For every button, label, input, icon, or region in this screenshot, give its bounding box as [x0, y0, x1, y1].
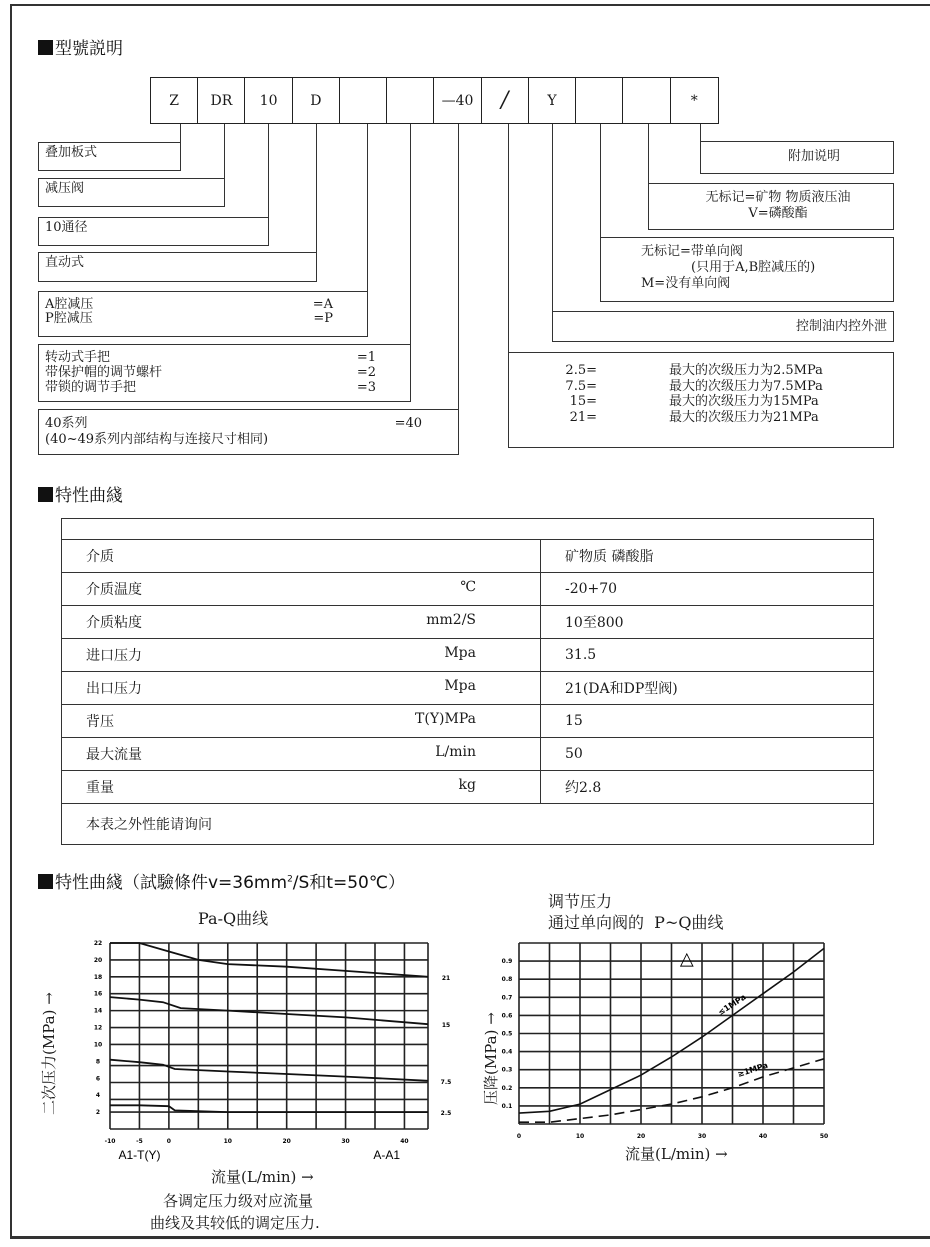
- x-tick-label: 40: [400, 1138, 409, 1145]
- table-row: [62, 672, 874, 705]
- pressure-desc: 最大的次级压力为7.5MPa: [669, 378, 823, 394]
- code-cell: 10: [245, 78, 292, 123]
- bullet-square-icon: [38, 874, 53, 889]
- y-tick-label: 0.7: [501, 994, 513, 1002]
- y-tick-label: 10: [93, 1041, 103, 1049]
- section-title-model: [38, 34, 123, 59]
- box-text: 转动式手把: [45, 350, 111, 365]
- pressure-level-row: [515, 410, 887, 426]
- x-tick-label: 50: [819, 1133, 829, 1140]
- code-box-check-valve: [600, 237, 894, 302]
- code-cell: —40: [434, 78, 481, 123]
- y-tick-label: 0.2: [501, 1084, 513, 1092]
- chart1-xlabel: 流量(L/min) →: [211, 1168, 314, 1186]
- region-label-right: A-A1: [373, 1148, 401, 1162]
- y-tick-label: 0.9: [501, 958, 513, 966]
- chart1-ylabel-text: 二次压力(MPa) →: [40, 992, 58, 1115]
- param-unit: Mpa: [444, 678, 476, 694]
- series-label: 21: [441, 974, 451, 982]
- region-label-left: A1-T(Y): [118, 1148, 161, 1162]
- connector-line: [458, 124, 459, 409]
- x-tick-label: 20: [636, 1133, 646, 1140]
- section-title-text: 型號説明: [55, 39, 123, 59]
- y-tick-label: 0.6: [501, 1012, 513, 1020]
- code-box-reducing-valve: [38, 178, 225, 207]
- table-footer-row: [62, 804, 874, 845]
- param-cell: [62, 672, 541, 705]
- param-unit: mm2/S: [426, 612, 476, 628]
- y-tick-label: 8: [95, 1058, 101, 1066]
- box-text: 无标记=矿物 物质液压油: [705, 190, 851, 205]
- pressure-code: 21=: [569, 409, 597, 425]
- section-title-text: 特性曲綫（試驗條件v=36mm: [55, 873, 288, 893]
- chart2-xlabel: 流量(L/min) →: [625, 1145, 728, 1163]
- param-value: 10至800: [541, 606, 874, 639]
- connector-line: [700, 124, 701, 141]
- box-text: 带锁的调节手把: [45, 380, 137, 395]
- table-row: [62, 738, 874, 771]
- code-box-adjust: [38, 344, 411, 402]
- param-cell: [62, 639, 541, 672]
- param-value: 50: [541, 738, 874, 771]
- box-text: A腔减压: [45, 297, 94, 312]
- param-value: -20+70: [541, 573, 874, 606]
- connector-line: [224, 124, 225, 178]
- param-cell: [62, 573, 541, 606]
- box-code: =2: [356, 365, 376, 380]
- section-title-curves: [38, 868, 405, 893]
- y-tick-label: 22: [93, 940, 103, 947]
- chart1-svg: [80, 935, 460, 1165]
- y-tick-label: 18: [93, 973, 103, 981]
- y-tick-label: 0.1: [501, 1102, 513, 1110]
- box-text: M=没有单向阀: [641, 276, 731, 291]
- x-tick-label: 30: [697, 1133, 707, 1140]
- x-tick-label: 10: [575, 1133, 585, 1140]
- y-tick-label: 2: [95, 1109, 101, 1117]
- pressure-code: 2.5=: [565, 363, 597, 378]
- code-cell: D: [293, 78, 340, 123]
- y-tick-label: 16: [93, 990, 103, 998]
- code-box-series: [38, 409, 459, 455]
- box-text: 附加说明: [787, 149, 840, 164]
- x-tick-label: 0: [516, 1133, 522, 1140]
- code-cell: [576, 78, 623, 123]
- table-row: [62, 606, 874, 639]
- x-tick-label: 10: [223, 1138, 232, 1145]
- box-text: (只用于A,B腔减压的): [691, 260, 816, 275]
- connector-line: [600, 124, 601, 237]
- chart1-title: Pa-Q曲线: [198, 909, 269, 928]
- x-tick-label: 0: [166, 1138, 171, 1145]
- chart2-title-line2: 通过单向阀的 P~Q曲线: [548, 913, 724, 932]
- box-code: =P: [313, 311, 333, 326]
- param-label: 最大流量: [86, 747, 142, 763]
- code-cell: /: [482, 78, 529, 123]
- param-value: 约2.8: [541, 771, 874, 804]
- y-tick-label: 0.3: [501, 1066, 513, 1074]
- code-cell: [387, 78, 434, 123]
- model-code-bar: [150, 77, 719, 124]
- connector-line: [268, 124, 269, 218]
- param-cell: [62, 771, 541, 804]
- chart1-caption-line2: 曲线及其较低的调定压力.: [150, 1214, 320, 1232]
- connector-line: [552, 124, 553, 311]
- pressure-level-row: [515, 363, 887, 379]
- param-label: 介质粘度: [86, 615, 142, 631]
- param-unit: Mpa: [444, 645, 476, 661]
- box-text: 减压阀: [45, 181, 85, 196]
- code-box-additional: [700, 141, 894, 174]
- series-line-7.5: [110, 1060, 428, 1081]
- section-title-text: 特性曲綫: [55, 486, 123, 506]
- table-footer-note: 本表之外性能请询问: [62, 804, 874, 845]
- bullet-square-icon: [38, 487, 53, 502]
- box-text: 无标记=带单向阀: [641, 244, 743, 259]
- x-tick-label: 30: [341, 1138, 350, 1145]
- code-cell: *: [690, 92, 698, 109]
- x-tick-label: -5: [136, 1138, 143, 1145]
- y-tick-label: 14: [93, 1007, 103, 1015]
- box-code: =A: [312, 297, 333, 312]
- box-code: =1: [356, 350, 376, 365]
- box-text: 叠加板式: [45, 145, 98, 160]
- y-tick-label: 0.8: [501, 976, 513, 984]
- y-tick-label: 6: [95, 1075, 101, 1083]
- series-label: 2.5: [440, 1110, 452, 1118]
- chart2-title: [548, 891, 723, 933]
- pressure-desc: 最大的次级压力为2.5MPa: [669, 363, 823, 378]
- bullet-square-icon: [38, 40, 53, 55]
- series-label: 7.5: [440, 1078, 452, 1086]
- chart1-caption-line1: 各调定压力级对应流量: [163, 1192, 314, 1210]
- pressure-level-row: [515, 394, 887, 410]
- param-unit: kg: [458, 777, 476, 793]
- param-label: 重量: [86, 780, 114, 796]
- code-box-direct: [38, 252, 317, 282]
- x-tick-label: -10: [104, 1138, 116, 1145]
- table-row: [62, 771, 874, 804]
- box-text: P腔减压: [45, 311, 93, 326]
- y-tick-label: 0.5: [501, 1030, 513, 1038]
- box-text: V=磷酸酯: [748, 206, 808, 221]
- box-text: 控制油内控外泄: [795, 319, 887, 334]
- connector-line: [508, 124, 509, 352]
- param-label: 进口压力: [86, 648, 142, 664]
- blank-cell: [62, 519, 874, 540]
- param-unit: L/min: [435, 744, 476, 760]
- connector-line: [367, 124, 368, 292]
- series-line-2.5: [110, 1105, 428, 1112]
- box-text: 直动式: [45, 255, 85, 270]
- table-header-blank: [62, 519, 874, 540]
- chart2-ylabel: 压降(MPa) →: [482, 1012, 500, 1105]
- section-title-tail: /S和t=50℃）: [292, 873, 405, 893]
- code-box-control-oil: [552, 311, 894, 342]
- x-tick-label: 20: [282, 1138, 291, 1145]
- param-value: 矿物质 磷酸脂: [541, 540, 874, 573]
- code-box-plate: [38, 142, 181, 171]
- table-row: [62, 540, 874, 573]
- param-cell: [62, 540, 541, 573]
- code-cell: DR: [198, 78, 245, 123]
- series-label: ≤1MPa: [716, 992, 748, 1018]
- box-code: =40: [394, 416, 422, 431]
- param-label: 介质温度: [86, 582, 142, 598]
- series-label: 15: [441, 1022, 451, 1030]
- pressure-code: 7.5=: [565, 378, 597, 394]
- superscript: 2: [287, 874, 293, 885]
- box-code: =3: [356, 380, 376, 395]
- code-cell: [340, 78, 387, 123]
- param-value: 21(DA和DP型阀): [541, 672, 874, 705]
- code-cell: Z: [151, 78, 198, 123]
- param-label: 出口压力: [86, 681, 142, 697]
- x-tick-label: 40: [758, 1133, 768, 1140]
- code-box-pressure-levels: [508, 352, 894, 448]
- y-tick-label: 12: [93, 1024, 103, 1032]
- code-box-size: [38, 217, 269, 246]
- param-cell: [62, 738, 541, 771]
- connector-line: [410, 124, 411, 344]
- param-value: 31.5: [541, 639, 874, 672]
- code-box-port: [38, 291, 368, 337]
- param-cell: [62, 606, 541, 639]
- box-text: 10通径: [45, 220, 88, 235]
- param-label: 介质: [86, 549, 114, 565]
- connector-line: [180, 124, 181, 142]
- code-box-fluid: [648, 183, 894, 230]
- table-row: [62, 573, 874, 606]
- param-value: 15: [541, 705, 874, 738]
- param-unit: T(Y)MPa: [415, 711, 476, 727]
- box-text: 40系列: [45, 416, 88, 431]
- param-unit: ℃: [460, 579, 476, 595]
- series-label: ≥1MPa: [736, 1060, 769, 1079]
- param-label: 背压: [86, 714, 114, 730]
- spec-table: [61, 518, 874, 845]
- table-row: [62, 705, 874, 738]
- pressure-desc: 最大的次级压力为15MPa: [669, 394, 819, 409]
- y-tick-label: 0.4: [501, 1048, 513, 1056]
- section-title-characteristics: [38, 481, 123, 506]
- pressure-desc: 最大的次级压力为21MPa: [669, 409, 819, 425]
- y-tick-label: 4: [95, 1092, 101, 1100]
- code-cell: [623, 78, 670, 123]
- box-text: 带保护帽的调节螺杆: [45, 365, 163, 380]
- code-cell: Y: [529, 78, 576, 123]
- connector-line: [648, 124, 649, 183]
- param-cell: [62, 705, 541, 738]
- y-tick-label: 20: [93, 956, 103, 964]
- connector-line: [316, 124, 317, 252]
- chart2-svg: [500, 935, 840, 1140]
- chart2-title-line1: 调节压力: [548, 892, 613, 911]
- pressure-code: 15=: [569, 394, 597, 409]
- box-text: (40~49系列内部结构与连接尺寸相同): [45, 432, 269, 447]
- triangle-marker-icon: △: [679, 948, 694, 970]
- table-row: [62, 639, 874, 672]
- pressure-level-row: [515, 379, 887, 395]
